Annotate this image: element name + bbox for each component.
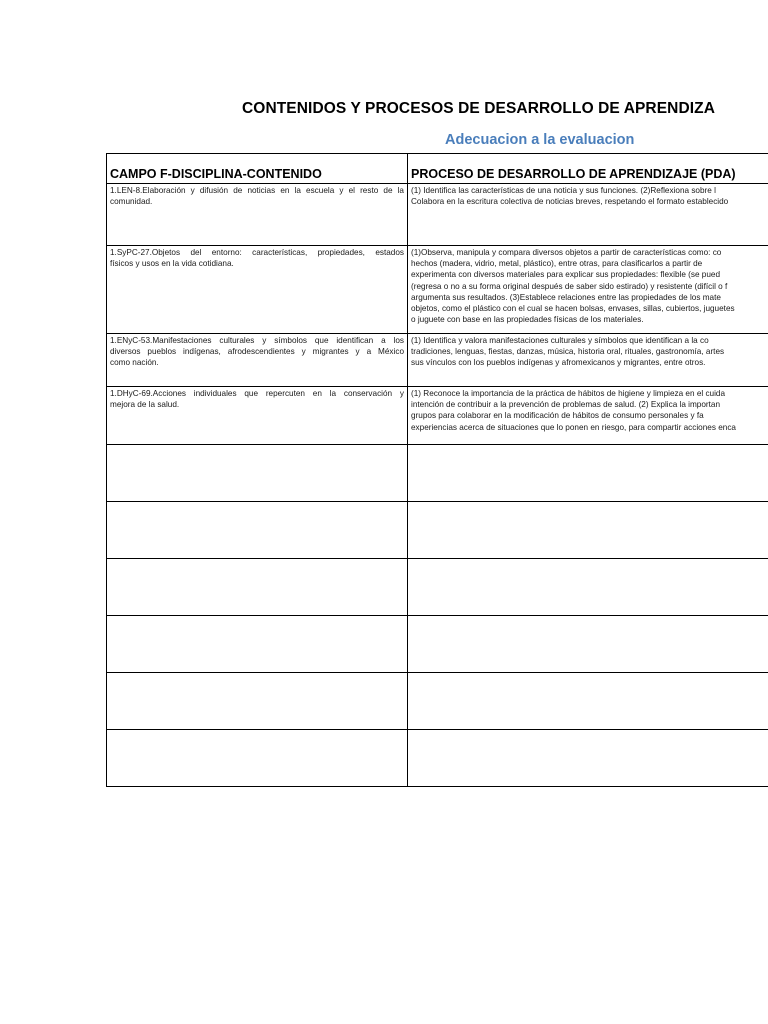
table-row [107, 246, 768, 334]
page-title: CONTENIDOS Y PROCESOS DE DESARROLLO DE APRENDIZA [242, 100, 716, 117]
content-line: comunidad. [110, 197, 153, 207]
pda-line: hechos (madera, vidrio, metal, plástico), entre otras, para clasificarlos a partir de [411, 259, 703, 269]
content-table [106, 153, 768, 787]
pda-line: (1) Identifica y valora manifestaciones culturales y símbolos que identifican a la co [411, 336, 709, 345]
empty-cell [107, 502, 408, 559]
pda-line: (1)Observa, manipula y compara diversos objetos a partir de características como: co [411, 248, 722, 257]
pda-line: o juguete con base en las propiedades físicas de los materiales. [411, 315, 644, 325]
pda-line: experimenta con diversos materiales para explicar sus propiedades: flexible (se pued [411, 270, 721, 280]
pda-line: grupos para colaborar en la modificación de hábitos de consumo personales y fa [411, 411, 704, 421]
content-line: 1.SyPC-27.Objetos del entorno: características, propiedades, estados [110, 248, 404, 257]
column-header-campo: CAMPO F-DISCIPLINA-CONTENIDO [107, 154, 408, 184]
content-cell [107, 246, 408, 334]
empty-table-row [107, 559, 768, 616]
content-line: 1.ENyC-53.Manifestaciones culturales y símbolos que identifican a los [110, 336, 404, 345]
pda-cell [408, 246, 768, 334]
empty-cell [107, 559, 408, 616]
pda-line: Colabora en la escritura colectiva de noticias breves, respetando el formato establecido [411, 197, 729, 207]
pda-line: (1) Reconoce la importancia de la práctica de hábitos de higiene y limpieza en el cuida [411, 389, 726, 398]
table-row [107, 184, 768, 246]
empty-cell [408, 616, 768, 673]
empty-table-row [107, 616, 768, 673]
content-cell [107, 334, 408, 387]
empty-table-row [107, 502, 768, 559]
content-line: mejora de la salud. [110, 400, 180, 410]
content-line: como nación. [110, 358, 159, 368]
pda-line: objetos, como el plástico con el cual se hacen bolsas, envases, sillas, cubiertos, juguetes [411, 304, 735, 314]
pda-cell [408, 184, 768, 246]
pda-line: tradiciones, lenguas, fiestas, danzas, música, historia oral, rituales, gastronomía, artes [411, 347, 725, 357]
table-header-row [107, 154, 768, 184]
pda-line: (1) Identifica las características de una noticia y sus funciones. (2)Reflexiona sobre l [411, 186, 716, 195]
empty-cell [408, 502, 768, 559]
pda-line: experiencias acerca de situaciones que lo ponen en riesgo, para compartir acciones enca [411, 422, 736, 432]
empty-table-row [107, 445, 768, 502]
page-subtitle: Adecuacion a la evaluacion [445, 132, 635, 148]
content-line: diversos pueblos indígenas, afrodescendientes y migrantes y a México [110, 347, 404, 357]
table-row [107, 334, 768, 387]
pda-cell [408, 387, 768, 445]
empty-cell [408, 559, 768, 616]
empty-cell [107, 445, 408, 502]
empty-cell [408, 445, 768, 502]
empty-cell [408, 673, 768, 730]
column-header-pda: PROCESO DE DESARROLLO DE APRENDIZAJE (PDA) [408, 154, 768, 184]
content-line: físicos y usos en la vida cotidiana. [110, 259, 234, 269]
empty-table-row [107, 730, 768, 787]
pda-cell [408, 334, 768, 387]
empty-table-row [107, 673, 768, 730]
content-cell [107, 184, 408, 246]
empty-cell [107, 673, 408, 730]
content-line: 1.LEN-8.Elaboración y difusión de noticias en la escuela y el resto de la [110, 186, 404, 195]
pda-line: argumenta sus resultados. (3)Establece relaciones entre las propiedades de los mate [411, 292, 721, 302]
content-cell [107, 387, 408, 445]
content-line: 1.DHyC-69.Acciones individuales que repercuten en la conservación y [110, 389, 404, 398]
empty-cell [107, 616, 408, 673]
empty-cell [408, 730, 768, 787]
table-row [107, 387, 768, 445]
pda-line: sus vínculos con los pueblos indígenas y afromexicanos y migrantes, entre otros. [411, 358, 706, 368]
pda-line: intención de contribuir a la prevención de problemas de salud. (2) Explica la importan [411, 400, 721, 410]
empty-cell [107, 730, 408, 787]
pda-line: (regresa o no a su forma original después de saber sido estirado) y resistente (difícil o f [411, 281, 728, 291]
